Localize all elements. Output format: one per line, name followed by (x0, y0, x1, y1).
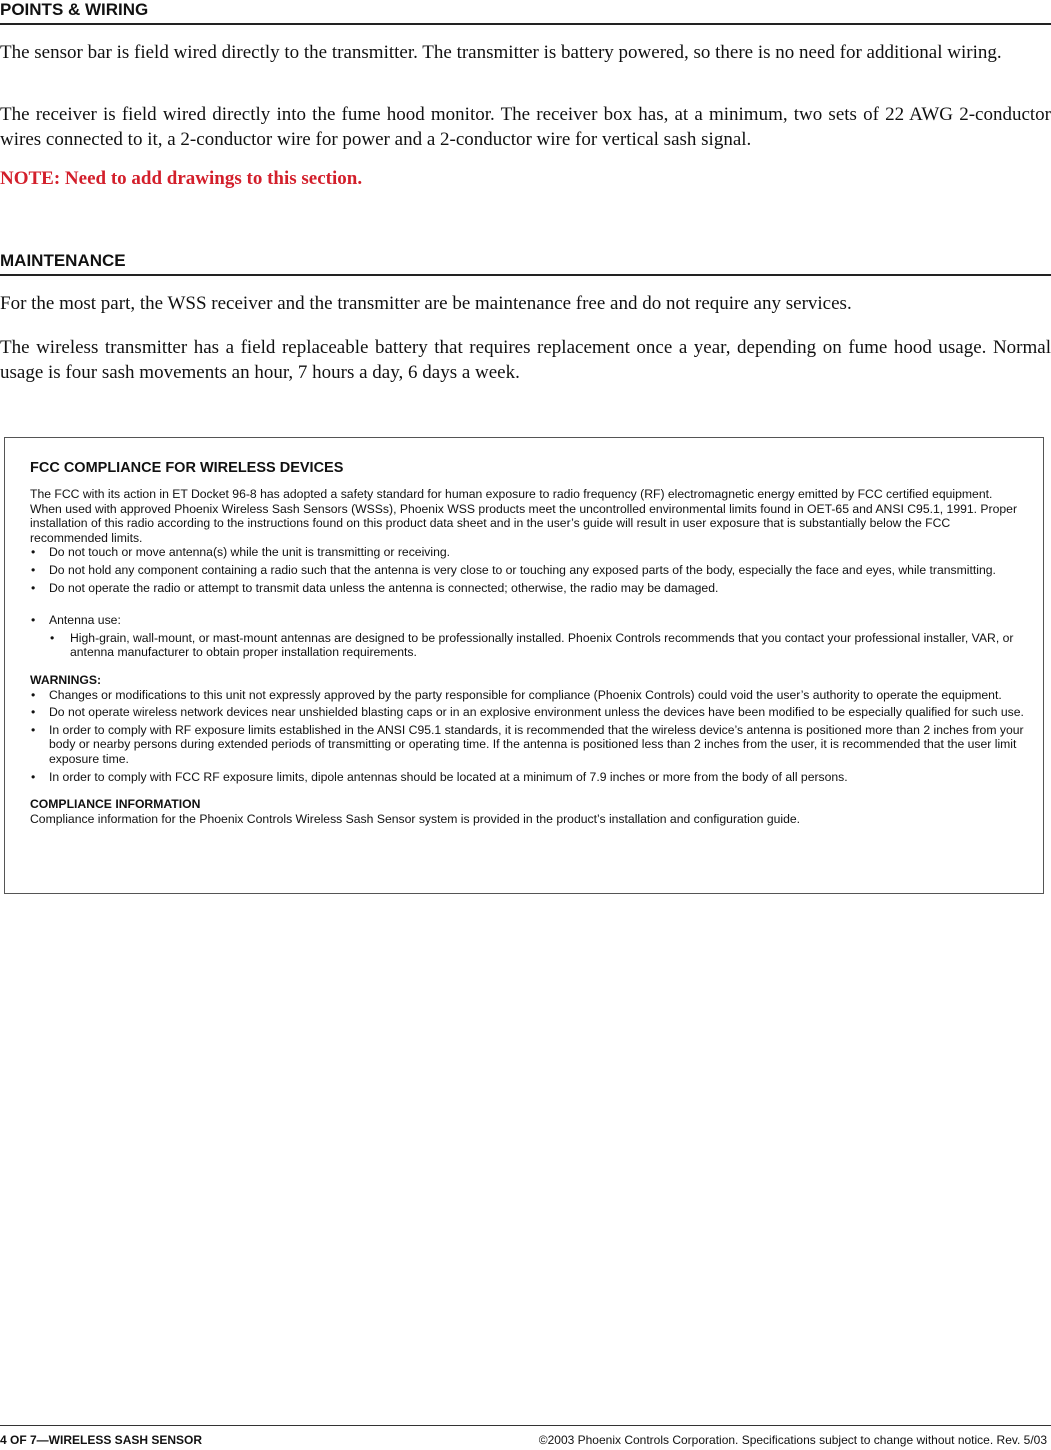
fcc-bullet-list (30, 545, 1025, 595)
warnings-heading: WARNINGS: (30, 672, 102, 687)
fcc-compliance-box (4, 437, 1044, 894)
points-wiring-paragraph-2: The receiver is field wired directly into the fume hood monitor. The receiver box has, at a minimum, two sets of 22 AWG 2-conductor wires connected to it, a 2-conductor wire for power and a 2-conductor wire for vertical sash signal. (0, 104, 1051, 150)
points-wiring-paragraph-1: The sensor bar is field wired directly to the transmitter. The transmitter is battery powered, so there is no need for additional wiring. (0, 42, 1002, 63)
fcc-bullet: • Do not touch or move antenna(s) while the unit is transmitting or receiving. (30, 545, 1025, 560)
warning-bullet: • Changes or modifications to this unit not expressly approved by the party responsible for compliance (Phoenix Controls) could void the user’s authority to operate the equipment. (30, 688, 1025, 703)
antenna-use-item (30, 613, 1025, 660)
warnings-list (30, 688, 1025, 785)
warning-bullet: • In order to comply with RF exposure limits established in the ANSI C95.1 standards, it is recommended that the wireless device’s antenna is positioned more than 2 inches from your body or nearby persons during extended periods of transmitting or operating time. If the antenna is positioned less than 2 inches from the user, it is recommended that the user limit exposure time. (30, 723, 1025, 767)
fcc-title: FCC COMPLIANCE FOR WIRELESS DEVICES (30, 460, 344, 476)
antenna-sub-bullet: • High-grain, wall-mount, or mast-mount antennas are designed to be professionally installed. Phoenix Controls recommends that you contact your professional installer, VAR, or antenna manufacturer to obtain proper installation requirements. (49, 631, 1025, 660)
footer-rule (0, 1425, 1051, 1426)
fcc-bullet: • Do not hold any component containing a radio such that the antenna is very close to or touching any exposed parts of the body, especially the face and eyes, while transmitting. (30, 563, 1025, 578)
drawings-note: NOTE: Need to add drawings to this section. (0, 168, 363, 189)
antenna-list (30, 613, 1025, 660)
maintenance-heading: MAINTENANCE (0, 251, 1051, 276)
points-wiring-heading: POINTS & WIRING (0, 0, 1051, 25)
footer-page-label: 4 OF 7—WIRELESS SASH SENSOR (0, 1433, 203, 1447)
maintenance-paragraph-1: For the most part, the WSS receiver and the transmitter are be maintenance free and do not require any services. (0, 293, 852, 314)
maintenance-paragraph-2: The wireless transmitter has a field replaceable battery that requires replacement once a year, depending on fume hood usage. Normal usage is four sash movements an hour, 7 hours a day, 6 days a week. (0, 337, 1051, 383)
compliance-heading: COMPLIANCE INFORMATION (30, 797, 201, 812)
warning-bullet: • In order to comply with FCC RF exposure limits, dipole antennas should be located at a minimum of 7.9 inches or more from the body of all persons. (30, 770, 1025, 785)
warning-bullet: • Do not operate wireless network devices near unshielded blasting caps or in an explosive environment unless the devices have been modified to be especially qualified for such use. (30, 705, 1025, 720)
fcc-bullet: • Do not operate the radio or attempt to transmit data unless the antenna is connected; otherwise, the radio may be damaged. (30, 581, 1025, 596)
compliance-text: Compliance information for the Phoenix Controls Wireless Sash Sensor system is provided in the product’s installation and configuration guide. (30, 811, 801, 826)
footer-copyright: ©2003 Phoenix Controls Corporation. Specifications subject to change without notice. Rev. 5/03 (538, 1433, 1047, 1447)
antenna-sub-list (49, 631, 1025, 660)
antenna-use-label: Antenna use: (49, 613, 121, 628)
fcc-intro: The FCC with its action in ET Docket 96-8 has adopted a safety standard for human exposure to radio frequency (RF) electromagnetic energy emitted by FCC certified equipment. When used with approved Phoenix Wireless Sash Sensors (WSSs), Phoenix WSS products meet the uncontrolled environmental limits found in OET-65 and ANSI C95.1, 1991. Proper installation of this radio according to the instructions found on this product data sheet and in the user’s guide will result in user exposure that is substantially below the FCC recommended limits. (30, 487, 1018, 545)
